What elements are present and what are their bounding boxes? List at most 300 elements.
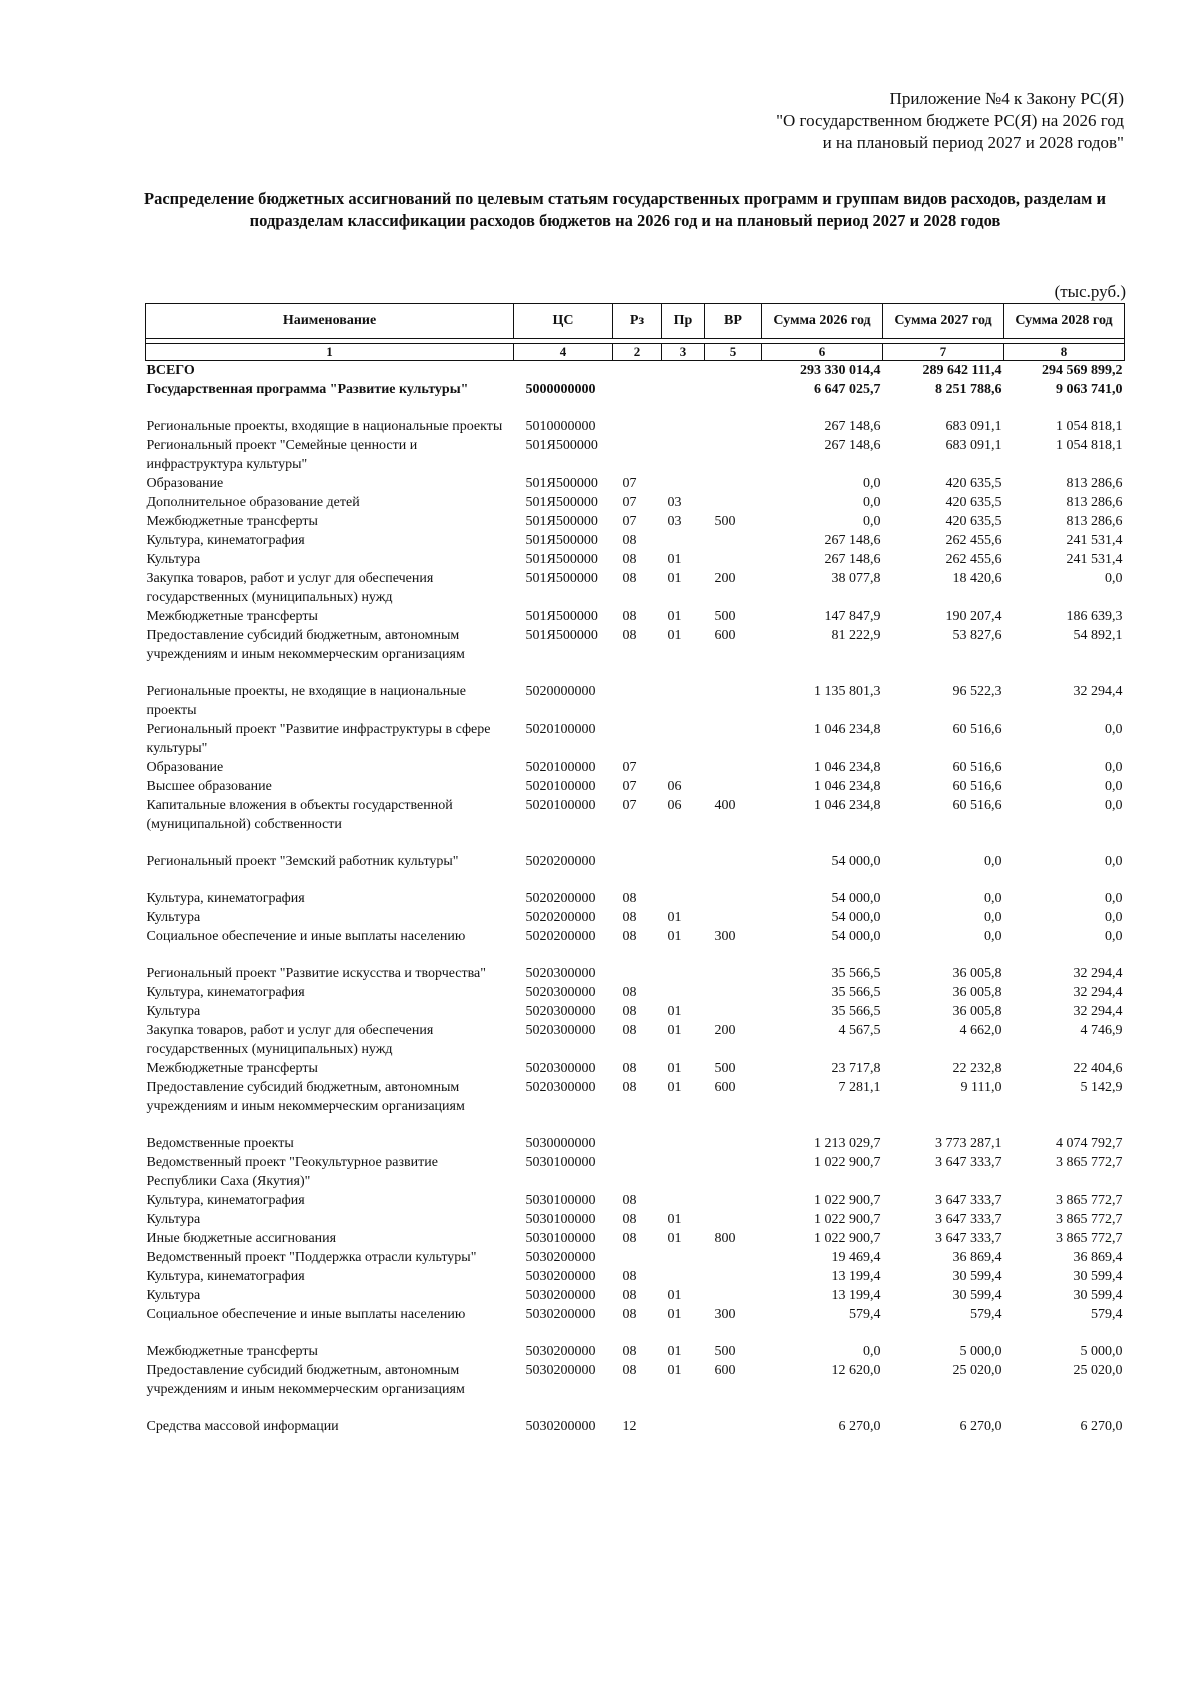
row-vr-cell bbox=[705, 1191, 762, 1210]
row-rz-cell bbox=[613, 664, 662, 720]
table-row bbox=[146, 569, 1125, 607]
row-name-cell: Образование bbox=[146, 760, 224, 775]
row-sum-2028-cell: 0,0 bbox=[1105, 722, 1123, 737]
row-sum-2028-cell: 0,0 bbox=[1105, 798, 1123, 813]
row-name-cell: Средства массовой информации bbox=[146, 1419, 339, 1434]
table-row bbox=[146, 1399, 1125, 1436]
row-rz-cell: 08 bbox=[622, 1231, 637, 1246]
row-name-cell: Социальное обеспечение и иные выплаты населению bbox=[146, 1307, 466, 1322]
row-vr-cell bbox=[705, 871, 762, 908]
row-cs-cell: 5020300000 bbox=[525, 1080, 596, 1095]
row-sum-2026-cell: 1 213 029,7 bbox=[814, 1136, 881, 1151]
row-sum-2028-cell: 186 639,3 bbox=[1066, 609, 1123, 624]
row-sum-2026-cell: 35 566,5 bbox=[831, 985, 881, 1000]
row-vr-cell bbox=[705, 531, 762, 550]
row-sum-2028-cell: 32 294,4 bbox=[1073, 1004, 1123, 1019]
row-name-cell: Закупка товаров, работ и услуг для обеспечения государственных (муниципальных) нужд bbox=[146, 1023, 434, 1057]
table-row bbox=[146, 908, 1125, 927]
row-name-cell: Предоставление субсидий бюджетным, автономным учреждениям и иным некоммерческим организациям bbox=[146, 628, 465, 662]
row-sum-2028-cell: 30 599,4 bbox=[1073, 1269, 1123, 1284]
row-sum-2026-cell: 13 199,4 bbox=[831, 1288, 881, 1303]
row-vr-cell: 300 bbox=[714, 929, 736, 944]
row-cs-cell: 501Я500000 bbox=[525, 609, 598, 624]
row-name-cell: Региональные проекты, входящие в национальные проекты bbox=[146, 419, 503, 434]
row-sum-2026-cell: 6 270,0 bbox=[838, 1419, 881, 1434]
row-rz-cell bbox=[613, 720, 662, 758]
row-rz-cell: 07 bbox=[622, 760, 637, 775]
row-sum-2028-cell: 3 865 772,7 bbox=[1056, 1193, 1123, 1208]
row-cs-cell: 501Я500000 bbox=[525, 514, 598, 529]
row-sum-2028-cell: 0,0 bbox=[1105, 910, 1123, 925]
header-sum-2028: Сумма 2028 год bbox=[1004, 304, 1125, 339]
row-pr-cell: 01 bbox=[667, 552, 682, 567]
row-name-cell: Региональный проект "Развитие искусства и творчества" bbox=[146, 966, 486, 981]
row-vr-cell: 500 bbox=[714, 609, 736, 624]
table-row bbox=[146, 626, 1125, 664]
row-sum-2026-cell: 0,0 bbox=[863, 495, 881, 510]
row-rz-cell: 08 bbox=[622, 1004, 637, 1019]
row-rz-cell: 08 bbox=[622, 1080, 637, 1095]
row-pr-cell: 01 bbox=[667, 571, 682, 586]
row-cs-cell: 501Я500000 bbox=[525, 571, 598, 586]
row-vr-cell bbox=[705, 777, 762, 796]
row-rz-cell: 08 bbox=[622, 609, 637, 624]
row-rz-cell bbox=[613, 436, 662, 474]
row-name-cell: Межбюджетные трансферты bbox=[146, 514, 318, 529]
row-pr-cell bbox=[662, 758, 705, 777]
row-vr-cell bbox=[705, 983, 762, 1002]
row-sum-2028-cell: 0,0 bbox=[1105, 854, 1123, 869]
row-rz-cell: 08 bbox=[622, 1269, 637, 1284]
table-row bbox=[146, 399, 1125, 436]
row-pr-cell: 01 bbox=[667, 1231, 682, 1246]
row-rz-cell bbox=[613, 1248, 662, 1267]
table-row bbox=[146, 1116, 1125, 1153]
row-sum-2028-cell: 36 869,4 bbox=[1073, 1250, 1123, 1265]
row-pr-cell bbox=[662, 474, 705, 493]
table-row bbox=[146, 1267, 1125, 1286]
row-sum-2027-cell: 60 516,6 bbox=[952, 722, 1002, 737]
row-sum-2028-cell: 579,4 bbox=[1091, 1307, 1123, 1322]
row-rz-cell bbox=[613, 946, 662, 983]
row-cs-cell: 5020100000 bbox=[525, 722, 596, 737]
row-pr-cell bbox=[662, 983, 705, 1002]
row-pr-cell bbox=[662, 834, 705, 871]
row-rz-cell bbox=[613, 380, 662, 399]
row-rz-cell: 08 bbox=[622, 985, 637, 1000]
row-pr-cell: 01 bbox=[667, 609, 682, 624]
row-sum-2028-cell: 22 404,6 bbox=[1073, 1061, 1123, 1076]
row-sum-2027-cell: 18 420,6 bbox=[952, 571, 1002, 586]
table-row bbox=[146, 758, 1125, 777]
row-sum-2027-cell: 683 091,1 bbox=[945, 419, 1002, 434]
row-sum-2026-cell: 1 046 234,8 bbox=[814, 779, 881, 794]
row-cs-cell: 5030200000 bbox=[525, 1269, 596, 1284]
row-cs-cell: 5030200000 bbox=[525, 1288, 596, 1303]
row-sum-2026-cell: 1 046 234,8 bbox=[814, 722, 881, 737]
row-sum-2028-cell: 32 294,4 bbox=[1073, 966, 1123, 981]
row-rz-cell: 08 bbox=[622, 891, 637, 906]
colnum-sum-2027: 7 bbox=[883, 344, 1004, 361]
row-name-cell: Культура, кинематография bbox=[146, 1269, 305, 1284]
budget-table bbox=[145, 303, 1125, 1436]
row-pr-cell bbox=[662, 380, 705, 399]
row-sum-2028-cell: 32 294,4 bbox=[1073, 985, 1123, 1000]
row-pr-cell bbox=[662, 946, 705, 983]
table-row bbox=[146, 493, 1125, 512]
row-sum-2027-cell: 60 516,6 bbox=[952, 760, 1002, 775]
row-name-cell: Культура, кинематография bbox=[146, 985, 305, 1000]
row-cs-cell: 501Я500000 bbox=[525, 628, 598, 643]
row-sum-2028-cell: 3 865 772,7 bbox=[1056, 1231, 1123, 1246]
row-sum-2026-cell: 54 000,0 bbox=[831, 891, 881, 906]
row-vr-cell bbox=[705, 720, 762, 758]
row-sum-2028-cell: 813 286,6 bbox=[1066, 476, 1123, 491]
table-row bbox=[146, 1305, 1125, 1324]
row-name-cell: Межбюджетные трансферты bbox=[146, 609, 318, 624]
row-vr-cell bbox=[705, 664, 762, 720]
row-name-cell: Культура, кинематография bbox=[146, 1193, 305, 1208]
row-rz-cell bbox=[613, 399, 662, 436]
row-name-cell: Предоставление субсидий бюджетным, автономным учреждениям и иным некоммерческим организациям bbox=[146, 1080, 465, 1114]
row-cs-cell: 5020100000 bbox=[525, 798, 596, 813]
row-sum-2028-cell: 0,0 bbox=[1105, 891, 1123, 906]
row-cs-cell: 5020200000 bbox=[525, 929, 596, 944]
row-sum-2026-cell: 147 847,9 bbox=[824, 609, 881, 624]
row-sum-2027-cell: 420 635,5 bbox=[945, 476, 1002, 491]
appendix-line-2: "О государственном бюджете РС(Я) на 2026 год bbox=[776, 111, 1124, 130]
row-sum-2026-cell: 267 148,6 bbox=[824, 533, 881, 548]
table-row bbox=[146, 1191, 1125, 1210]
row-sum-2028-cell: 0,0 bbox=[1105, 760, 1123, 775]
row-vr-cell bbox=[705, 493, 762, 512]
row-sum-2027-cell: 3 647 333,7 bbox=[935, 1212, 1002, 1227]
row-pr-cell: 01 bbox=[667, 910, 682, 925]
row-sum-2028-cell: 32 294,4 bbox=[1073, 684, 1123, 699]
table-row bbox=[146, 983, 1125, 1002]
row-vr-cell: 800 bbox=[714, 1231, 736, 1246]
row-rz-cell: 08 bbox=[622, 910, 637, 925]
row-sum-2027-cell: 0,0 bbox=[984, 891, 1002, 906]
row-sum-2027-cell: 3 647 333,7 bbox=[935, 1193, 1002, 1208]
row-rz-cell bbox=[613, 1116, 662, 1153]
row-pr-cell bbox=[662, 1267, 705, 1286]
row-sum-2027-cell: 262 455,6 bbox=[945, 533, 1002, 548]
row-pr-cell bbox=[662, 436, 705, 474]
row-cs-cell: 5030200000 bbox=[525, 1307, 596, 1322]
row-pr-cell bbox=[662, 399, 705, 436]
row-rz-cell: 08 bbox=[622, 1288, 637, 1303]
row-rz-cell: 08 bbox=[622, 1307, 637, 1322]
table-row bbox=[146, 1002, 1125, 1021]
row-sum-2026-cell: 35 566,5 bbox=[831, 1004, 881, 1019]
row-vr-cell bbox=[705, 908, 762, 927]
row-sum-2028-cell: 3 865 772,7 bbox=[1056, 1155, 1123, 1170]
row-vr-cell: 500 bbox=[714, 514, 736, 529]
row-vr-cell: 500 bbox=[714, 1061, 736, 1076]
row-pr-cell bbox=[662, 361, 705, 381]
row-name-cell: Капитальные вложения в объекты государственной (муниципальной) собственности bbox=[146, 798, 453, 832]
appendix-note bbox=[776, 88, 1124, 154]
row-rz-cell: 08 bbox=[622, 1344, 637, 1359]
row-cs-cell: 5020200000 bbox=[525, 854, 596, 869]
row-sum-2026-cell: 579,4 bbox=[849, 1307, 881, 1322]
row-sum-2027-cell: 0,0 bbox=[984, 854, 1002, 869]
row-cs-cell: 5020300000 bbox=[525, 966, 596, 981]
row-sum-2027-cell: 420 635,5 bbox=[945, 495, 1002, 510]
header-pr: Пр bbox=[662, 304, 705, 339]
row-vr-cell: 500 bbox=[714, 1344, 736, 1359]
row-sum-2027-cell: 30 599,4 bbox=[952, 1288, 1002, 1303]
colnum-rz: 2 bbox=[613, 344, 662, 361]
row-name-cell: Социальное обеспечение и иные выплаты населению bbox=[146, 929, 466, 944]
row-sum-2028-cell: 5 000,0 bbox=[1080, 1344, 1123, 1359]
row-pr-cell: 01 bbox=[667, 1307, 682, 1322]
table-row bbox=[146, 720, 1125, 758]
row-cs-cell: 5020300000 bbox=[525, 1061, 596, 1076]
row-sum-2028-cell: 54 892,1 bbox=[1073, 628, 1123, 643]
row-name-cell: Культура bbox=[146, 910, 201, 925]
row-name-cell: Культура bbox=[146, 1004, 201, 1019]
header-rz: Рз bbox=[613, 304, 662, 339]
row-rz-cell bbox=[613, 361, 662, 381]
row-cs-cell: 5030200000 bbox=[525, 1344, 596, 1359]
row-pr-cell: 03 bbox=[667, 495, 682, 510]
row-cs-cell: 501Я500000 bbox=[525, 438, 598, 453]
row-sum-2026-cell: 13 199,4 bbox=[831, 1269, 881, 1284]
colnum-pr: 3 bbox=[662, 344, 705, 361]
table-row bbox=[146, 927, 1125, 946]
row-sum-2026-cell: 19 469,4 bbox=[831, 1250, 881, 1265]
row-cs-cell: 5010000000 bbox=[525, 419, 596, 434]
row-rz-cell: 08 bbox=[622, 1023, 637, 1038]
row-rz-cell: 07 bbox=[622, 514, 637, 529]
table-row bbox=[146, 1210, 1125, 1229]
colnum-name: 1 bbox=[146, 344, 514, 361]
row-sum-2027-cell: 60 516,6 bbox=[952, 798, 1002, 813]
row-pr-cell: 01 bbox=[667, 1344, 682, 1359]
row-pr-cell bbox=[662, 664, 705, 720]
row-vr-cell bbox=[705, 1248, 762, 1267]
row-pr-cell: 06 bbox=[667, 779, 682, 794]
row-cs-cell: 5030100000 bbox=[525, 1212, 596, 1227]
row-sum-2027-cell: 3 647 333,7 bbox=[935, 1231, 1002, 1246]
row-sum-2028-cell: 0,0 bbox=[1105, 779, 1123, 794]
row-sum-2027-cell: 96 522,3 bbox=[952, 684, 1002, 699]
row-sum-2026-cell: 23 717,8 bbox=[831, 1061, 881, 1076]
row-sum-2028-cell: 241 531,4 bbox=[1066, 552, 1123, 567]
row-cs-cell: 5030200000 bbox=[525, 1419, 596, 1434]
row-rz-cell: 07 bbox=[622, 495, 637, 510]
row-pr-cell: 01 bbox=[667, 1023, 682, 1038]
row-sum-2026-cell: 38 077,8 bbox=[831, 571, 881, 586]
row-name-cell: Предоставление субсидий бюджетным, автономным учреждениям и иным некоммерческим организациям bbox=[146, 1363, 465, 1397]
row-sum-2028-cell: 813 286,6 bbox=[1066, 495, 1123, 510]
row-sum-2026-cell: 54 000,0 bbox=[831, 929, 881, 944]
table-row bbox=[146, 1361, 1125, 1399]
row-vr-cell bbox=[705, 1153, 762, 1191]
row-name-cell: Региональный проект "Развитие инфраструктуры в сфере культуры" bbox=[146, 722, 491, 756]
units-label: (тыс.руб.) bbox=[1054, 282, 1126, 301]
row-rz-cell: 07 bbox=[622, 779, 637, 794]
row-cs-cell: 5030200000 bbox=[525, 1250, 596, 1265]
row-name-cell: Культура bbox=[146, 1288, 201, 1303]
row-pr-cell bbox=[662, 1153, 705, 1191]
row-rz-cell: 08 bbox=[622, 533, 637, 548]
row-vr-cell bbox=[705, 380, 762, 399]
row-pr-cell: 01 bbox=[667, 1004, 682, 1019]
row-name-cell: Ведомственный проект "Поддержка отрасли культуры" bbox=[146, 1250, 477, 1265]
row-sum-2026-cell: 267 148,6 bbox=[824, 438, 881, 453]
row-sum-2026-cell: 4 567,5 bbox=[838, 1023, 881, 1038]
row-cs-cell: 5020300000 bbox=[525, 1004, 596, 1019]
row-sum-2027-cell: 5 000,0 bbox=[959, 1344, 1002, 1359]
row-cs-cell bbox=[514, 361, 613, 381]
row-sum-2026-cell: 81 222,9 bbox=[831, 628, 881, 643]
row-sum-2027-cell: 289 642 111,4 bbox=[922, 363, 1002, 378]
table-row bbox=[146, 834, 1125, 871]
row-sum-2028-cell: 25 020,0 bbox=[1073, 1363, 1123, 1378]
row-vr-cell: 300 bbox=[714, 1307, 736, 1322]
row-sum-2027-cell: 0,0 bbox=[984, 929, 1002, 944]
row-sum-2028-cell: 30 599,4 bbox=[1073, 1288, 1123, 1303]
row-rz-cell: 08 bbox=[622, 1061, 637, 1076]
row-vr-cell bbox=[705, 946, 762, 983]
row-cs-cell: 5020000000 bbox=[525, 684, 596, 699]
row-sum-2026-cell: 12 620,0 bbox=[831, 1363, 881, 1378]
row-pr-cell: 01 bbox=[667, 1080, 682, 1095]
row-rz-cell: 08 bbox=[622, 552, 637, 567]
row-sum-2026-cell: 1 046 234,8 bbox=[814, 798, 881, 813]
row-sum-2028-cell: 3 865 772,7 bbox=[1056, 1212, 1123, 1227]
row-sum-2026-cell: 54 000,0 bbox=[831, 910, 881, 925]
row-sum-2028-cell: 5 142,9 bbox=[1080, 1080, 1123, 1095]
row-cs-cell: 5020300000 bbox=[525, 985, 596, 1000]
colnum-sum-2026: 6 bbox=[762, 344, 883, 361]
row-cs-cell: 5030200000 bbox=[525, 1363, 596, 1378]
document-title: Распределение бюджетных ассигнований по целевым статьям государственных программ и группам видов расходов, разделам и подразделам классификации расходов бюджетов на 2026 год и на плановый период 2027 и 2028 годов bbox=[144, 189, 1106, 230]
row-rz-cell bbox=[613, 834, 662, 871]
row-cs-cell: 501Я500000 bbox=[525, 552, 598, 567]
row-sum-2027-cell: 579,4 bbox=[970, 1307, 1002, 1322]
row-sum-2027-cell: 3 647 333,7 bbox=[935, 1155, 1002, 1170]
row-vr-cell bbox=[705, 1399, 762, 1436]
appendix-line-3: и на плановый период 2027 и 2028 годов" bbox=[822, 133, 1124, 152]
row-name-cell: Дополнительное образование детей bbox=[146, 495, 360, 510]
row-vr-cell bbox=[705, 361, 762, 381]
row-sum-2027-cell: 420 635,5 bbox=[945, 514, 1002, 529]
row-name-cell: Иные бюджетные ассигнования bbox=[146, 1231, 337, 1246]
row-name-cell: Ведомственный проект "Геокультурное развитие Республики Саха (Якутия)" bbox=[146, 1155, 438, 1189]
row-sum-2026-cell: 1 022 900,7 bbox=[814, 1155, 881, 1170]
row-sum-2026-cell: 0,0 bbox=[863, 1344, 881, 1359]
row-cs-cell: 5020200000 bbox=[525, 891, 596, 906]
row-pr-cell: 01 bbox=[667, 628, 682, 643]
row-sum-2027-cell: 9 111,0 bbox=[960, 1080, 1002, 1095]
row-name-cell: Региональные проекты, не входящие в национальные проекты bbox=[146, 684, 466, 718]
row-vr-cell: 200 bbox=[714, 571, 736, 586]
row-cs-cell: 5020100000 bbox=[525, 760, 596, 775]
row-pr-cell: 01 bbox=[667, 1363, 682, 1378]
row-sum-2028-cell: 813 286,6 bbox=[1066, 514, 1123, 529]
table-row bbox=[146, 1286, 1125, 1305]
table-row bbox=[146, 871, 1125, 908]
table-row bbox=[146, 474, 1125, 493]
row-cs-cell: 5030100000 bbox=[525, 1155, 596, 1170]
row-sum-2026-cell: 0,0 bbox=[863, 476, 881, 491]
table-row bbox=[146, 380, 1125, 399]
row-sum-2027-cell: 3 773 287,1 bbox=[935, 1136, 1002, 1151]
row-name-cell: Государственная программа "Развитие культуры" bbox=[146, 382, 469, 397]
row-pr-cell bbox=[662, 720, 705, 758]
row-cs-cell: 501Я500000 bbox=[525, 495, 598, 510]
table-row bbox=[146, 946, 1125, 983]
colnum-sum-2028: 8 bbox=[1004, 344, 1125, 361]
row-vr-cell bbox=[705, 474, 762, 493]
row-name-cell: Ведомственные проекты bbox=[146, 1136, 294, 1151]
row-name-cell: Региональный проект "Семейные ценности и инфраструктура культуры" bbox=[146, 438, 418, 472]
table-row bbox=[146, 1021, 1125, 1059]
row-sum-2027-cell: 190 207,4 bbox=[945, 609, 1002, 624]
row-sum-2026-cell: 1 022 900,7 bbox=[814, 1212, 881, 1227]
table-row bbox=[146, 1324, 1125, 1361]
row-vr-cell: 400 bbox=[714, 798, 736, 813]
row-sum-2026-cell: 54 000,0 bbox=[831, 854, 881, 869]
table-row bbox=[146, 664, 1125, 720]
row-name-cell: Культура, кинематография bbox=[146, 533, 305, 548]
row-cs-cell: 5000000000 bbox=[525, 382, 596, 397]
row-vr-cell bbox=[705, 1210, 762, 1229]
row-vr-cell bbox=[705, 436, 762, 474]
table-row bbox=[146, 1229, 1125, 1248]
row-sum-2027-cell: 53 827,6 bbox=[952, 628, 1002, 643]
row-sum-2027-cell: 683 091,1 bbox=[945, 438, 1002, 453]
row-cs-cell: 5030000000 bbox=[525, 1136, 596, 1151]
table-row bbox=[146, 436, 1125, 474]
row-pr-cell: 03 bbox=[667, 514, 682, 529]
row-sum-2027-cell: 36 005,8 bbox=[952, 985, 1002, 1000]
row-rz-cell: 08 bbox=[622, 1193, 637, 1208]
table-row bbox=[146, 361, 1125, 381]
row-rz-cell: 08 bbox=[622, 628, 637, 643]
row-vr-cell bbox=[705, 834, 762, 871]
row-name-cell: Межбюджетные трансферты bbox=[146, 1061, 318, 1076]
table-header bbox=[146, 304, 1125, 361]
row-vr-cell bbox=[705, 1267, 762, 1286]
row-name-cell: Культура bbox=[146, 1212, 201, 1227]
row-sum-2027-cell: 0,0 bbox=[984, 910, 1002, 925]
appendix-line-1: Приложение №4 к Закону РС(Я) bbox=[889, 89, 1124, 108]
table-row bbox=[146, 550, 1125, 569]
table-row bbox=[146, 1078, 1125, 1116]
row-sum-2027-cell: 262 455,6 bbox=[945, 552, 1002, 567]
row-pr-cell bbox=[662, 531, 705, 550]
row-sum-2028-cell: 4 074 792,7 bbox=[1056, 1136, 1123, 1151]
row-cs-cell: 5020200000 bbox=[525, 910, 596, 925]
row-cs-cell: 501Я500000 bbox=[525, 476, 598, 491]
row-pr-cell: 01 bbox=[667, 1212, 682, 1227]
row-sum-2028-cell: 0,0 bbox=[1105, 929, 1123, 944]
table-row bbox=[146, 531, 1125, 550]
row-pr-cell bbox=[662, 871, 705, 908]
table-row bbox=[146, 777, 1125, 796]
row-rz-cell bbox=[613, 1153, 662, 1191]
row-sum-2028-cell: 1 054 818,1 bbox=[1056, 419, 1123, 434]
row-vr-cell: 600 bbox=[714, 1080, 736, 1095]
row-name-cell: Культура bbox=[146, 552, 201, 567]
row-sum-2028-cell: 9 063 741,0 bbox=[1056, 382, 1123, 397]
row-cs-cell: 5020100000 bbox=[525, 779, 596, 794]
